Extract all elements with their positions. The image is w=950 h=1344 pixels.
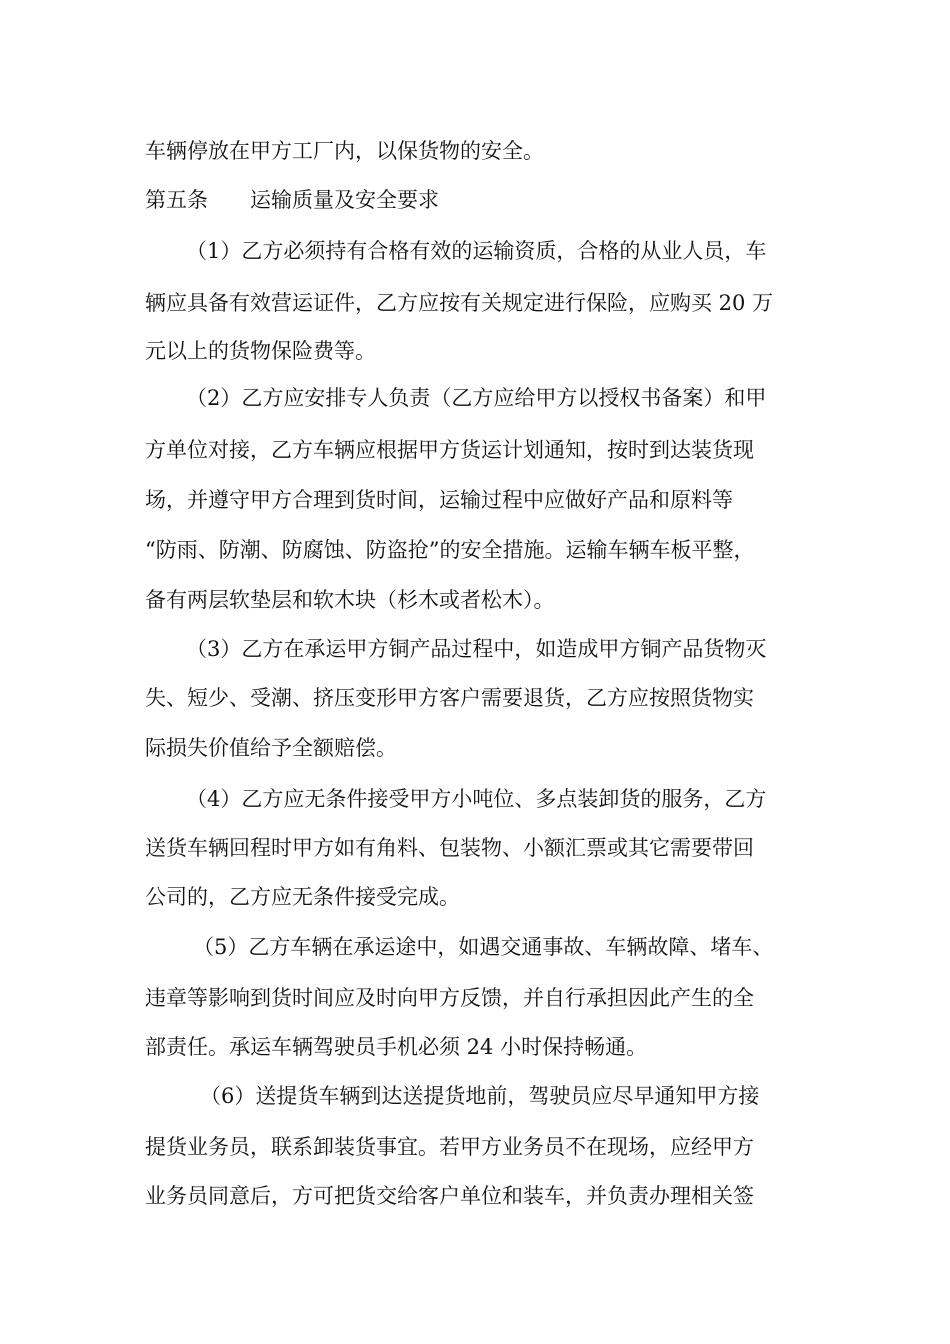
text-line-10: 备有两层软垫层和软木块（杉木或者松木）。 [145, 588, 555, 612]
text-line-14: （4）乙方应无条件接受甲方小吨位、多点装卸货的服务，乙方 [186, 787, 767, 811]
text-line-19: 部责任。承运车辆驾驶员手机必须 24 小时保持畅通。 [145, 1035, 648, 1059]
text-line-6: （2）乙方应安排专人负责（乙方应给甲方以授权书备案）和甲 [186, 386, 767, 410]
text-line-12: 失、短少、受潮、挤压变形甲方客户需要退货，乙方应按照货物实 [145, 686, 754, 710]
text-line-22: 业务员同意后，方可把货交给客户单位和装车，并负责办理相关签 [145, 1184, 754, 1208]
text-line-16: 公司的，乙方应无条件接受完成。 [145, 885, 460, 909]
text-line-13: 际损失价值给予全额赔偿。 [145, 736, 397, 760]
text-line-18: 违章等影响到货时间应及时向甲方反馈，并自行承担因此产生的全 [145, 986, 754, 1010]
text-line-8: 场，并遵守甲方合理到货时间，运输过程中应做好产品和原料等 [145, 488, 733, 512]
text-line-17: （5）乙方车辆在承运途中，如遇交通事故、车辆故障、堵车、 [193, 935, 774, 959]
text-line-5: 元以上的货物保险费等。 [145, 339, 376, 363]
text-line-20: （6）送提货车辆到达送提货地前，驾驶员应尽早通知甲方接 [200, 1084, 760, 1108]
text-line-1: 车辆停放在甲方工厂内，以保货物的安全。 [145, 139, 544, 163]
text-line-3: （1）乙方必须持有合格有效的运输资质，合格的从业人员，车 [186, 239, 767, 263]
text-line-15: 送货车辆回程时甲方如有角料、包装物、小额汇票或其它需要带回 [145, 836, 754, 860]
text-line-9: “防雨、防潮、防腐蚀、防盗抢”的安全措施。运输车辆车板平整， [145, 538, 755, 562]
text-line-7: 方单位对接，乙方车辆应根据甲方货运计划通知，按时到达装货现 [145, 438, 754, 462]
text-line-21: 提货业务员，联系卸装货事宜。若甲方业务员不在现场，应经甲方 [145, 1135, 754, 1159]
article-heading: 第五条 运输质量及安全要求 [145, 188, 439, 212]
text-line-11: （3）乙方在承运甲方铜产品过程中，如造成甲方铜产品货物灭 [186, 637, 767, 661]
text-line-4: 辆应具备有效营运证件，乙方应按有关规定进行保险，应购买 20 万 [145, 291, 774, 315]
